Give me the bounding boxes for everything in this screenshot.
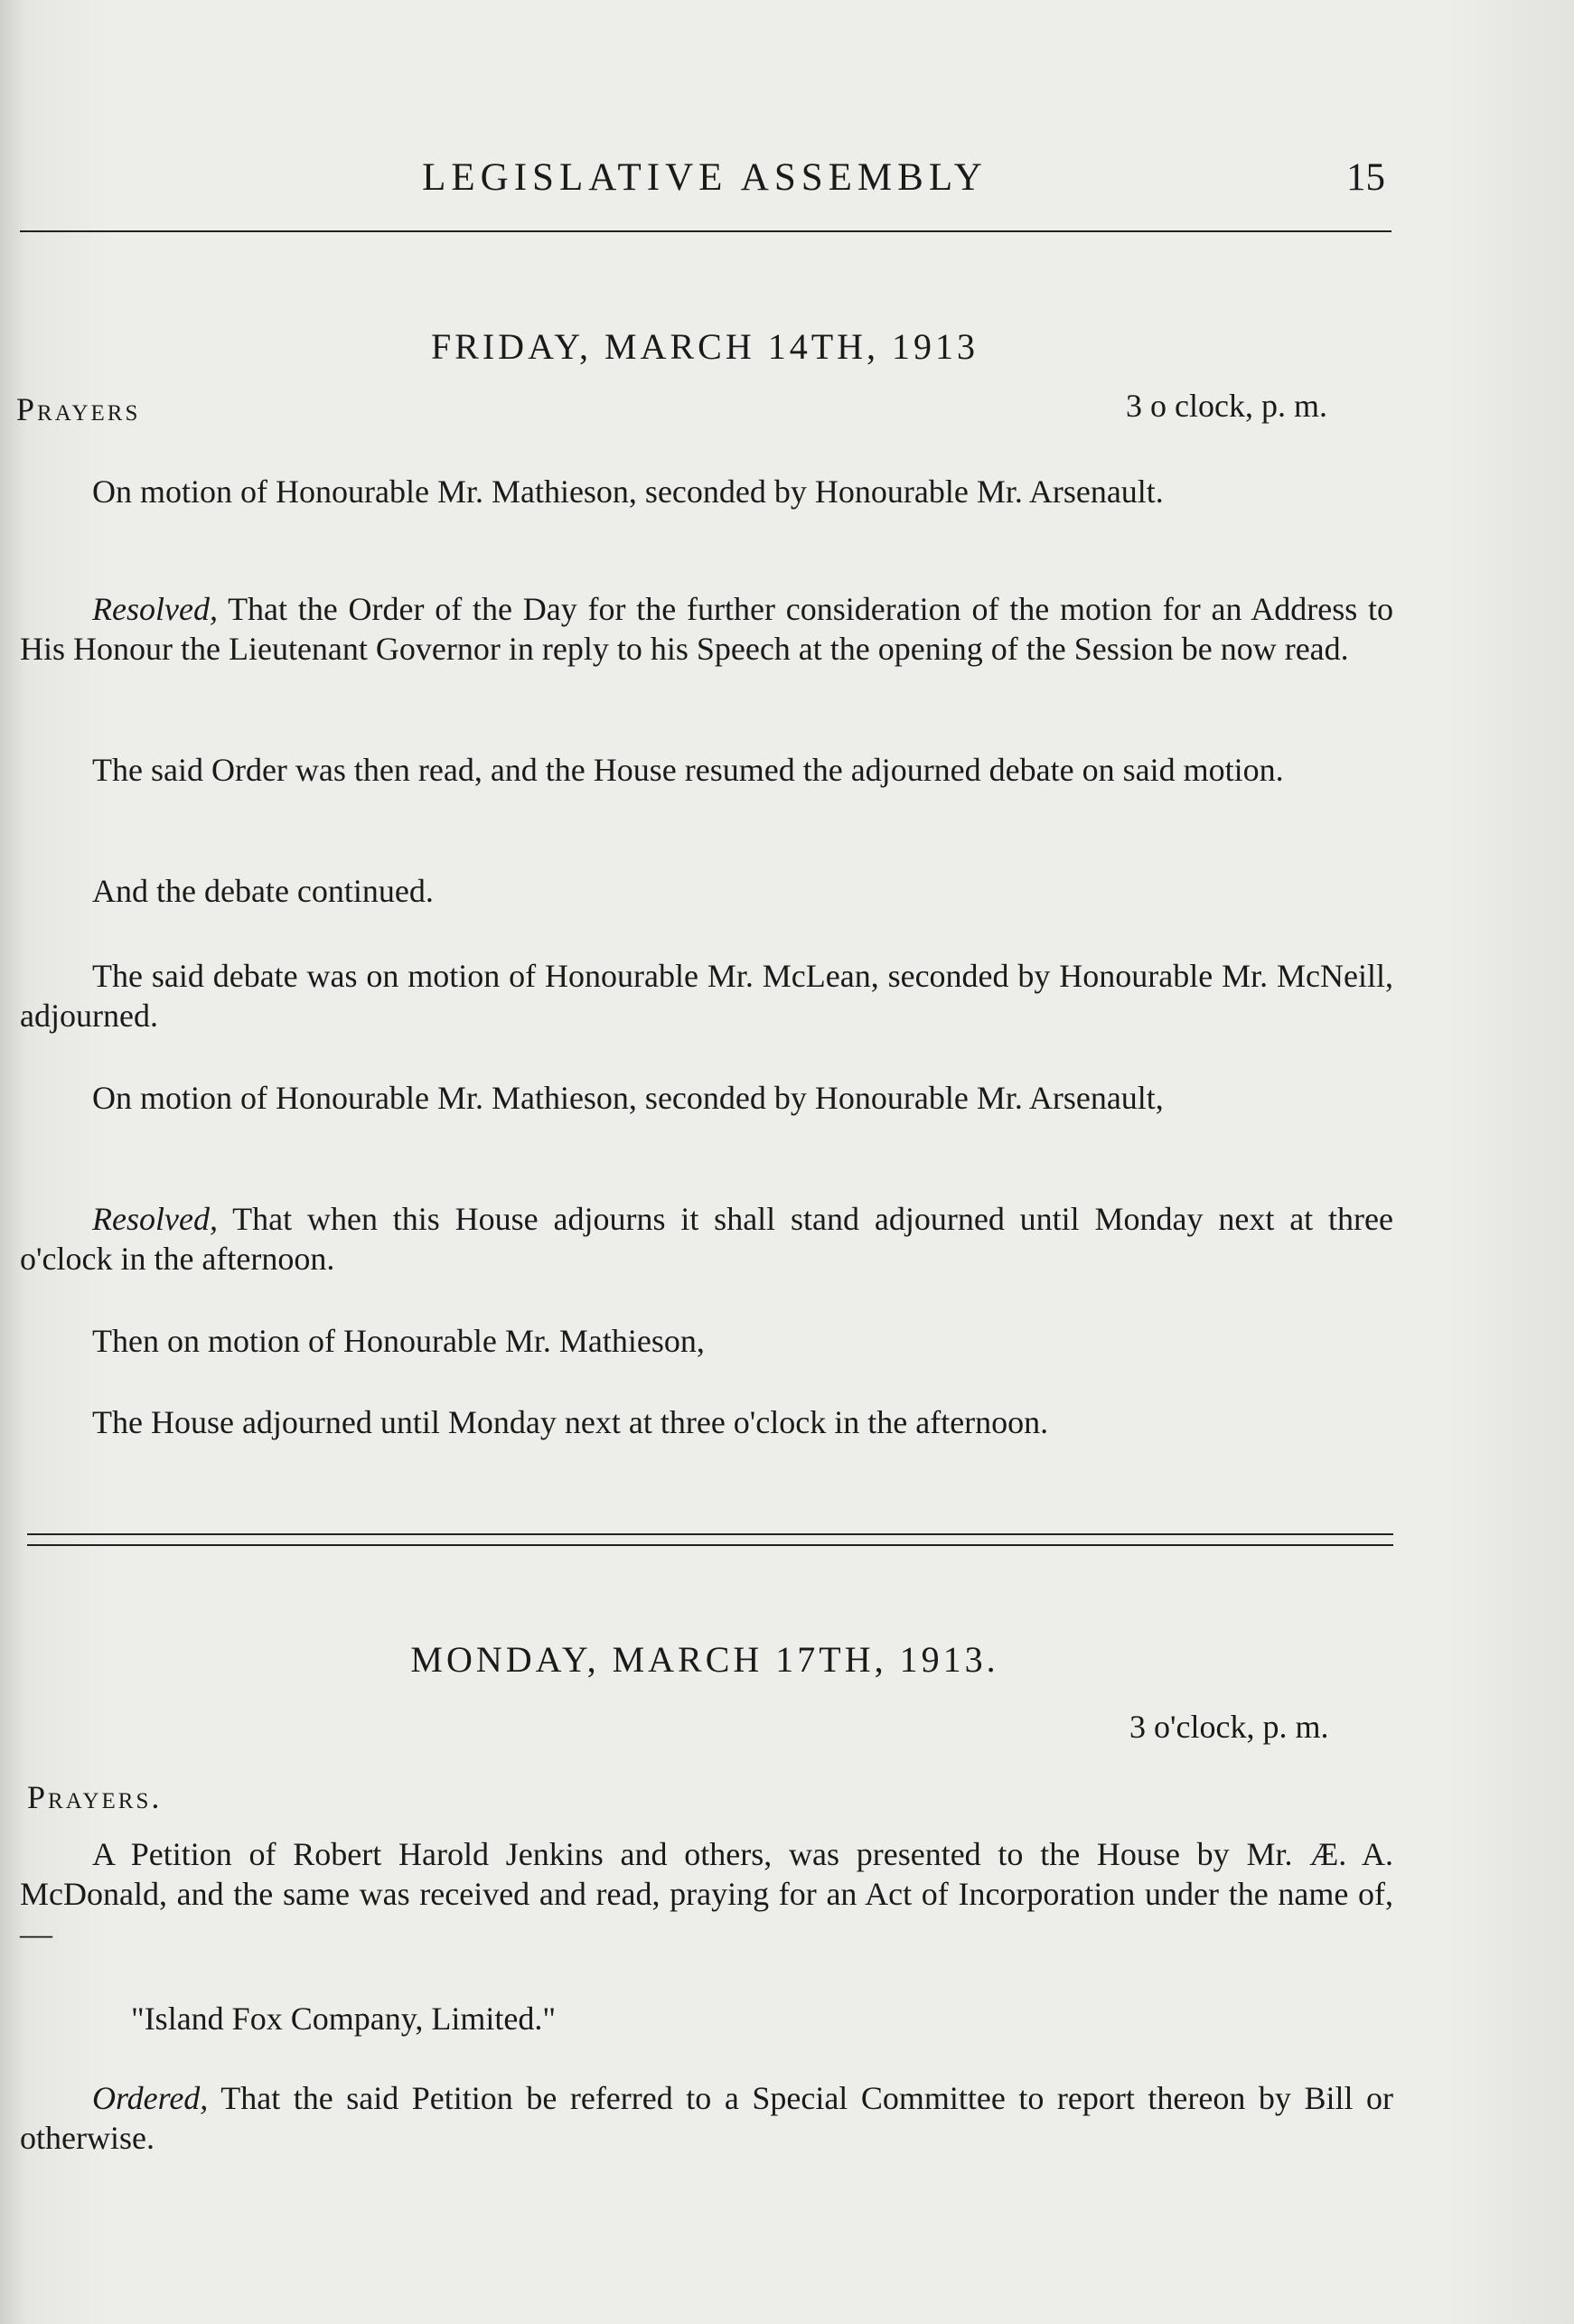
ordered-lead: Ordered, [92, 2080, 209, 2116]
friday-prayers-label: Prayers [16, 391, 141, 427]
monday-time: 3 o'clock, p. m. [1129, 1709, 1329, 1745]
friday-time: 3 o clock, p. m. [1126, 388, 1327, 424]
friday-paragraph-6: On motion of Honourable Mr. Mathieson, seconded by Honourable Mr. Arsenault, [92, 1080, 1164, 1116]
monday-paragraph-1: A Petition of Robert Harold Jenkins and others, was presented to the House by Mr. Æ. A. McDonald, and the same was received and read, praying for an Act of Incorporation under the name of,— [20, 1836, 1393, 1952]
resolved-lead: Resolved, [92, 1201, 218, 1237]
resolved-lead: Resolved, [92, 591, 218, 627]
monday-prayers-label: Prayers. [27, 1779, 163, 1815]
friday-paragraph-9: The House adjourned until Monday next at three o'clock in the afternoon. [92, 1404, 1049, 1440]
friday-paragraph-7: Resolved, That when this House adjourns it shall stand adjourned until Monday next at three o'clock in the afternoon. [20, 1201, 1393, 1277]
company-name: "Island Fox Company, Limited." [131, 2001, 557, 2037]
monday-date-heading: MONDAY, MARCH 17TH, 1913. [410, 1639, 999, 1680]
friday-paragraph-3: The said Order was then read, and the House resumed the adjourned debate on said motion. [92, 752, 1284, 788]
monday-paragraph-2: Ordered, That the said Petition be referred to a Special Committee to report thereon by Bill or otherwise. [20, 2080, 1393, 2156]
page-number: 15 [1346, 156, 1385, 199]
friday-date-heading: FRIDAY, MARCH 14TH, 1913 [430, 326, 979, 367]
header-rule [20, 230, 1391, 232]
friday-paragraph-2: Resolved, That the Order of the Day for the further consideration of the motion for an Address to His Honour the Lieutenant Governor in reply to his Speech at the opening of the Session be now read. [20, 591, 1393, 667]
section-divider-top [27, 1533, 1393, 1535]
friday-paragraph-1: On motion of Honourable Mr. Mathieson, seconded by Honourable Mr. Arsenault. [92, 473, 1164, 510]
friday-paragraph-5: The said debate was on motion of Honourable Mr. McLean, seconded by Honourable Mr. McNeill, adjourned. [20, 958, 1393, 1034]
running-header: LEGISLATIVE ASSEMBLY [422, 156, 988, 199]
section-divider-bottom [27, 1544, 1393, 1546]
friday-paragraph-4: And the debate continued. [92, 873, 434, 909]
friday-paragraph-8: Then on motion of Honourable Mr. Mathieson, [92, 1323, 705, 1359]
